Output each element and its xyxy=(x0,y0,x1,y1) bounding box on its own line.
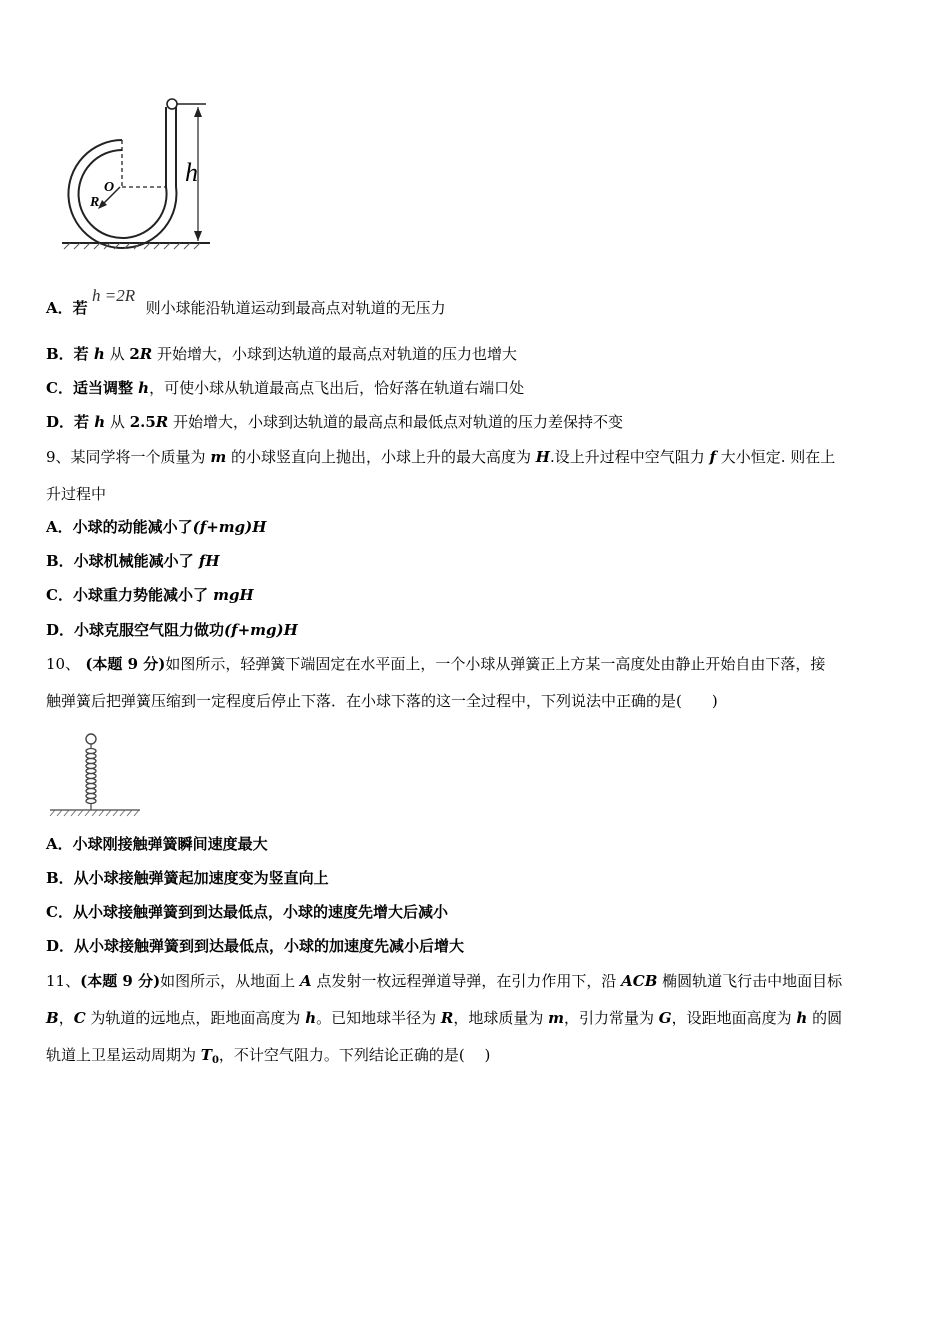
q9-option-c xyxy=(46,585,254,605)
q8-option-c xyxy=(46,378,524,398)
q11-text2-a: 为轨道的远地点，距地面高度为 xyxy=(85,1009,306,1027)
q9-option-b xyxy=(46,551,220,571)
q9-c-expr: mgH xyxy=(213,586,254,604)
q10-stem-line1 xyxy=(46,654,825,674)
q11-stem-line1 xyxy=(46,971,842,991)
q9-text-a: 9、某同学将一个质量为 xyxy=(46,448,211,466)
q10-d-text: D．从小球接触弹簧到到达最低点，小球的加速度先减小后增大 xyxy=(46,937,465,955)
q11-h: h xyxy=(305,1009,317,1027)
q11-b: B xyxy=(46,1009,59,1027)
q8-d-r: R xyxy=(155,413,169,431)
q11-m: m xyxy=(548,1009,565,1027)
q9-f: f xyxy=(709,448,716,466)
q9-d-text: D．小球克服空气阻力做功 xyxy=(46,621,225,639)
q11-text-b: 点发射一枚远程弹道导弹，在引力作用下，沿 xyxy=(311,972,622,990)
q10-option-b xyxy=(46,868,329,888)
q9-a-expr: (f+mg)H xyxy=(192,518,267,536)
q11-a: A xyxy=(299,972,312,990)
q11-g: G xyxy=(658,1009,672,1027)
q11-t: T xyxy=(200,1046,212,1064)
q9-stem-line2: 升过程中 xyxy=(46,485,107,503)
spring-figure xyxy=(46,728,146,820)
q11-text3-a: 轨道上卫星运动周期为 xyxy=(46,1046,201,1064)
q9-c-text: C．小球重力势能减小了 xyxy=(46,586,214,604)
q8-d-text2: 从 xyxy=(105,413,130,431)
q8-option-a-suffix: 则小球能沿轨道运动到最高点对轨道的无压力 xyxy=(145,299,446,317)
q9-option-a xyxy=(46,517,266,537)
q10-text1: 如图所示，轻弹簧下端固定在水平面上，一个小球从弹簧正上方某一高度处由静止开始自由下落，接 xyxy=(165,655,826,673)
q9-h: H xyxy=(535,448,550,466)
q11-text2-e: ，设距地面高度为 xyxy=(671,1009,797,1027)
q8-d-text: D．若 xyxy=(46,413,95,431)
q8-b-text: B．若 xyxy=(46,345,94,363)
label-r: R xyxy=(90,195,100,210)
q9-d-expr: (f+mg)H xyxy=(224,621,298,639)
q9-b-text: B．小球机械能减小了 xyxy=(46,552,199,570)
q11-text-c: 椭圆轨道飞行击中地面目标 xyxy=(657,972,843,990)
q10-c-text: C．从小球接触弹簧到到达最低点，小球的速度先增大后减小 xyxy=(46,903,448,921)
q8-c-h: h xyxy=(138,379,150,397)
q11-number: 11、 xyxy=(46,972,81,990)
q10-option-c xyxy=(46,902,448,922)
q8-option-a-formula: h =2R xyxy=(92,286,136,305)
q8-d-h: h xyxy=(94,413,106,431)
q9-text-b: 的小球竖直向上抛出，小球上升的最大高度为 xyxy=(226,448,536,466)
label-o: O xyxy=(104,180,115,195)
q11-h2: h xyxy=(796,1009,808,1027)
q8-d-text3: 开始增大，小球到达轨道的最高点和最低点对轨道的压力差保持不变 xyxy=(168,413,624,431)
q10-score: (本题 9 分) xyxy=(80,655,166,673)
q11-sep: ， xyxy=(58,1009,74,1027)
q11-t-sub: 0 xyxy=(211,1055,219,1066)
q9-b-expr: fH xyxy=(198,552,220,570)
q9-m: m xyxy=(210,448,227,466)
q9-stem-line1 xyxy=(46,447,835,467)
q11-score: (本题 9 分) xyxy=(80,972,161,990)
q11-c: C xyxy=(73,1009,86,1027)
q11-text2-b: 。已知地球半径为 xyxy=(316,1009,441,1027)
q8-option-d xyxy=(46,412,623,432)
q9-a-text: A．小球的动能减小了 xyxy=(46,518,193,536)
q8-b-r: R xyxy=(139,345,153,363)
q11-stem-line3 xyxy=(46,1045,490,1071)
q10-b-text: B．从小球接触弹簧起加速度变为竖直向上 xyxy=(46,869,329,887)
q9-text-d: 大小恒定. 则在上 xyxy=(715,448,836,466)
q8-c-text2: ，可使小球从轨道最高点飞出后，恰好落在轨道右端口处 xyxy=(149,379,525,397)
q10-a-text: A．小球刚接触弹簧瞬间速度最大 xyxy=(46,835,268,853)
q11-stem-line2 xyxy=(46,1008,842,1028)
q10-number: 10、 xyxy=(46,655,81,673)
q11-text2-d: ，引力常量为 xyxy=(564,1009,659,1027)
q9-text-c: .设上升过程中空气阻力 xyxy=(549,448,710,466)
q8-d-value: 2.5 xyxy=(129,413,156,431)
loop-track-figure xyxy=(58,95,218,250)
q8-b-text3: 开始增大，小球到达轨道的最高点对轨道的压力也增大 xyxy=(152,345,518,363)
q8-option-a-prefix: A．若 xyxy=(46,299,88,317)
q8-b-value: 2 xyxy=(129,345,140,363)
q10-option-a xyxy=(46,834,268,854)
q11-text3-b: ，不计空气阻力。下列结论正确的是( ) xyxy=(218,1046,491,1064)
q8-b-h: h xyxy=(93,345,105,363)
q8-c-text: C．适当调整 xyxy=(46,379,139,397)
q10-stem-line2: 触弹簧后把弹簧压缩到一定程度后停止下落．在小球下落的这一全过程中，下列说法中正确的是( ) xyxy=(46,692,718,710)
q11-r: R xyxy=(440,1009,454,1027)
q11-text2-f: 的圆 xyxy=(807,1009,843,1027)
q11-text2-c: ，地球质量为 xyxy=(453,1009,549,1027)
q11-text-a: 如图所示，从地面上 xyxy=(160,972,300,990)
q9-option-d xyxy=(46,620,298,640)
q11-acb: ACB xyxy=(621,972,658,990)
q8-option-b xyxy=(46,344,517,364)
q8-b-text2: 从 xyxy=(104,345,130,363)
label-h: h xyxy=(185,158,198,187)
q10-option-d xyxy=(46,936,464,956)
